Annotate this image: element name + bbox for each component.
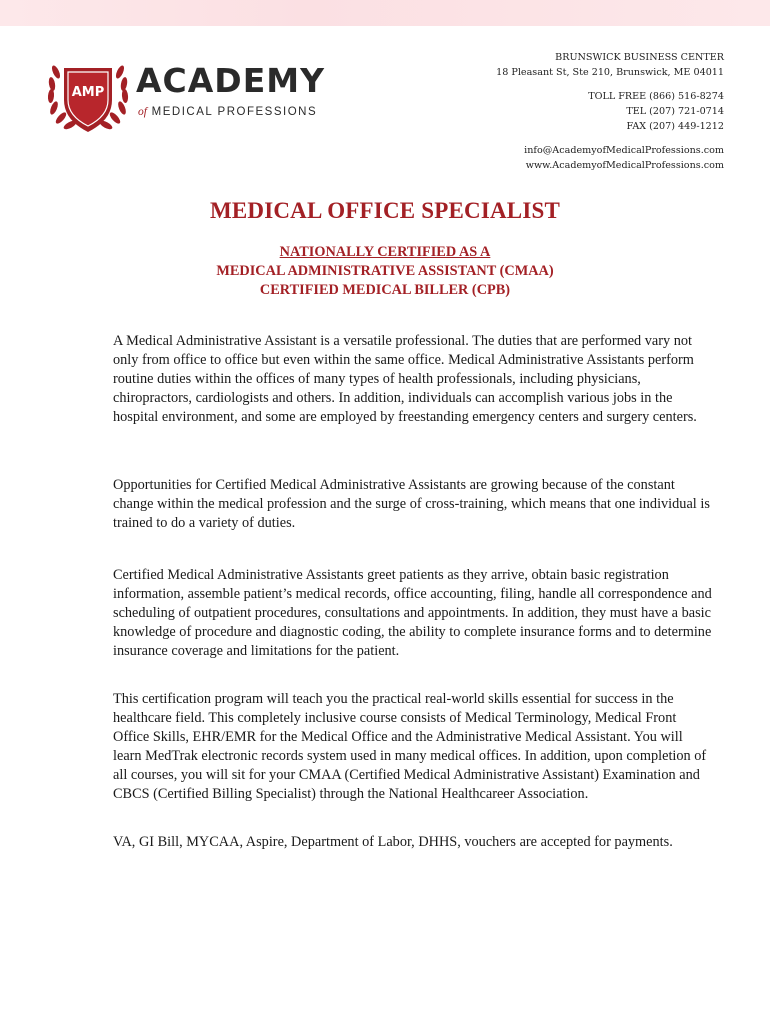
document-title: MEDICAL OFFICE SPECIALIST	[209, 198, 561, 223]
logo-subtitle-rest: MEDICAL PROFESSIONS	[151, 106, 318, 118]
contact-email: info@AcademyofMedicalProfessions.com	[524, 145, 724, 156]
contact-fax: FAX (207) 449-1212	[626, 121, 724, 132]
paragraph-program: This certification program will teach you the practical real-world skills essential for success in the healthcare field. This completely inclusive course consists of Medical Terminology, Medical Front Office Skills, EHR/EMR for the Medical Office and the Administrative Medical Assistant. You will learn MedTrak electronic records system used in many medical offices. In addition, upon completion of all courses, you will sit for your CMAA (Certified Medical Administrative Assistant) Examination and CBCS (Certified Billing Specialist) through the National Healthcareer Association.	[113, 691, 707, 802]
paragraph-duties: Certified Medical Administrative Assistants greet patients as they arrive, obtain basic registration information, assemble patient’s medical records, office accounting, filing, handle all correspondence and scheduling of outpatient procedures, consultations and appointments. In addition, they must have a basic knowledge of procedure and diagnostic coding, the ability to complete insurance forms and to determine insurance coverage and limitations for the patient.	[113, 567, 712, 659]
subtitle-line-1: NATIONALLY CERTIFIED AS A	[279, 244, 491, 260]
contact-block	[496, 50, 724, 173]
header-band	[0, 0, 770, 26]
document-subtitle	[0, 243, 770, 300]
academy-logo	[42, 50, 342, 140]
paragraph-role-description: A Medical Administrative Assistant is a versatile professional. The duties that are performed vary not only from office to office but even within the same office. Medical Administrative Assistants perform routine duties within the offices of many types of health professionals, including physicians, chiropractors, cardiologists and others. In addition, individuals can accomplish various jobs in the hospital environment, and some are employed by freestanding emergency centers and surgery centers.	[113, 333, 697, 425]
logo-mark-text: AMP	[71, 85, 105, 100]
logo-name: ACADEMY	[136, 61, 325, 100]
contact-business-center: BRUNSWICK BUSINESS CENTER	[555, 52, 724, 63]
logo-subtitle	[138, 106, 317, 118]
contact-address: 18 Pleasant St, Ste 210, Brunswick, ME 04011	[496, 67, 724, 78]
contact-tel: TEL (207) 721-0714	[626, 106, 724, 117]
subtitle-line-2: MEDICAL ADMINISTRATIVE ASSISTANT (CMAA)	[216, 263, 554, 279]
subtitle-line-3: CERTIFIED MEDICAL BILLER (CPB)	[259, 282, 511, 298]
contact-website: www.AcademyofMedicalProfessions.com	[525, 160, 724, 171]
logo-subtitle-of: of	[138, 106, 147, 118]
paragraph-opportunities: Opportunities for Certified Medical Administrative Assistants are growing because of the constant change within the medical profession and the surge of cross-training, which means that one individual is trained to do a variety of duties.	[113, 477, 710, 531]
contact-toll-free: TOLL FREE (866) 516-8274	[588, 91, 724, 102]
paragraph-payments: VA, GI Bill, MYCAA, Aspire, Department of Labor, DHHS, vouchers are accepted for payments.	[113, 834, 673, 850]
laurel-shield-icon	[42, 50, 134, 140]
